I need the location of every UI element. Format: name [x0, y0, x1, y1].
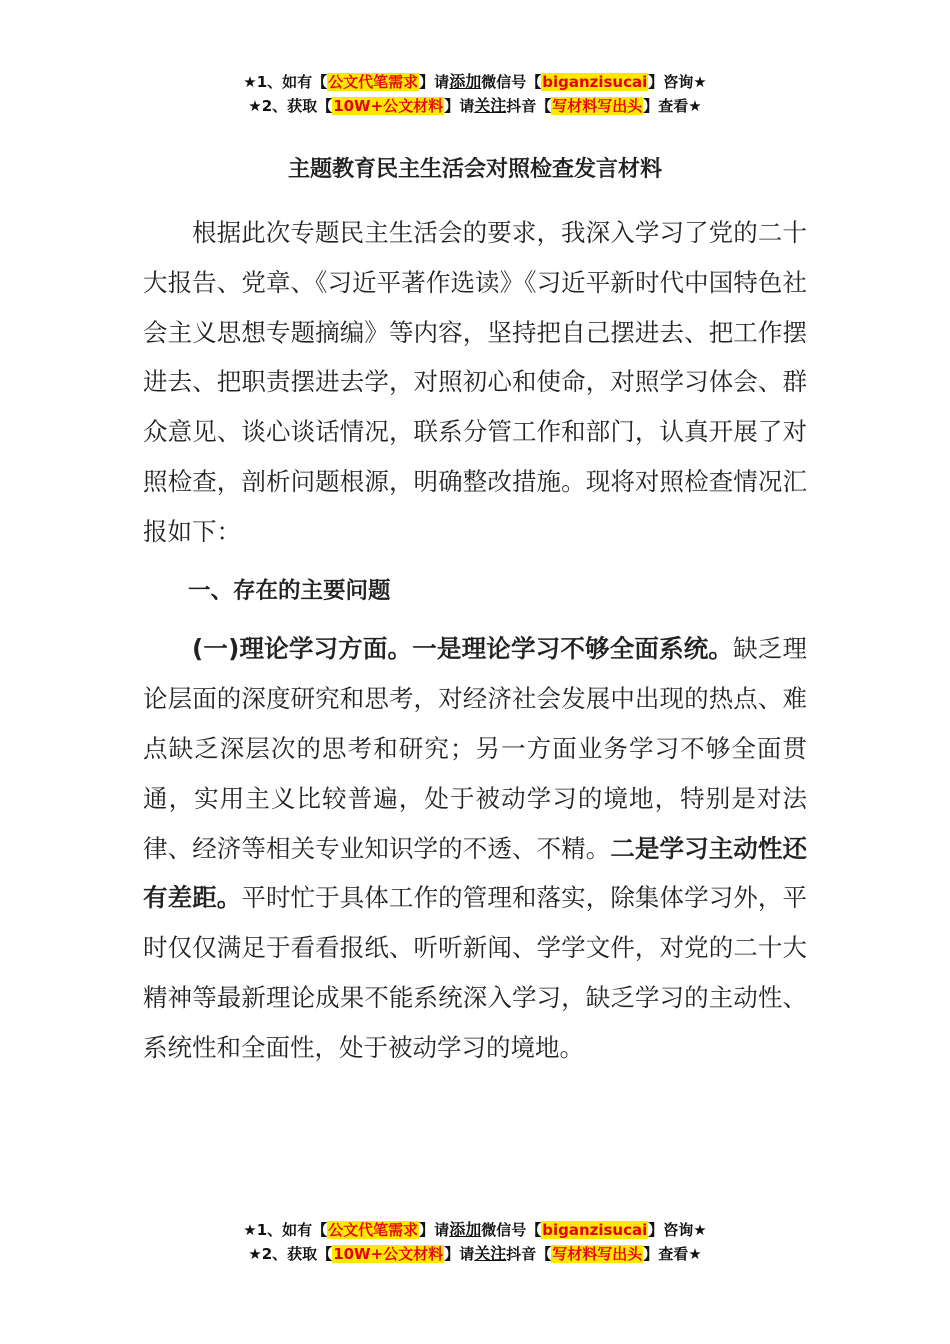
intro-paragraph: 根据此次专题民主生活会的要求，我深入学习了党的二十大报告、党章、《习近平著作选读》《习近平新时代中国特色社会主义思想专题摘编》等内容，坚持把自己摆进去、把工作摆进去、把职责摆进去学，对照初心和使命，对照学习体会、群众意见、谈心谈话情况，联系分管工作和部门，认真开展了对照检查，剖析问题根源，明确整改措施。现将对照检查情况汇报如下： — [143, 218, 807, 546]
promo-line-2: ★2、获取【10W+公文材料】请关注抖音【写材料写出头】查看★ — [248, 1244, 702, 1263]
promo-banner-top — [0, 70, 950, 118]
promo-line-1: ★1、如有【公文代笔需求】请添加微信号【biganzisucai】咨询★ — [243, 72, 707, 91]
section-heading: 一、存在的主要问题 — [188, 577, 391, 604]
document-title: 主题教育民主生活会对照检查发言材料 — [287, 157, 662, 182]
theory-study-paragraph: (一)理论学习方面。一是理论学习不够全面系统。缺乏理论层面的深度研究和思考，对经济社会发展中出现的热点、难点缺乏深层次的思考和研究；另一方面业务学习不够全面贯通，实用主义比较普遍，处于被动学习的境地，特别是对法律、经济等相关专业知识学的不透、不精。二是学习主动性还有差距。平时忙于具体工作的管理和落实，除集体学习外，平时仅仅满足于看看报纸、听听新闻、学学文件，对党的二十大精神等最新理论成果不能系统深入学习，缺乏学习的主动性、系统性和全面性，处于被动学习的境地。 — [143, 634, 808, 1062]
promo-line-2: ★2、获取【10W+公文材料】请关注抖音【写材料写出头】查看★ — [248, 96, 702, 115]
promo-banner-bottom — [0, 1218, 950, 1266]
bold-lead-1: (一)理论学习方面。一是理论学习不够全面系统。 — [192, 634, 734, 664]
promo-line-1: ★1、如有【公文代笔需求】请添加微信号【biganzisucai】咨询★ — [243, 1220, 707, 1239]
bold-lead-2: 二是学习主动性还有差距。 — [143, 833, 808, 913]
document-body — [143, 208, 807, 1073]
